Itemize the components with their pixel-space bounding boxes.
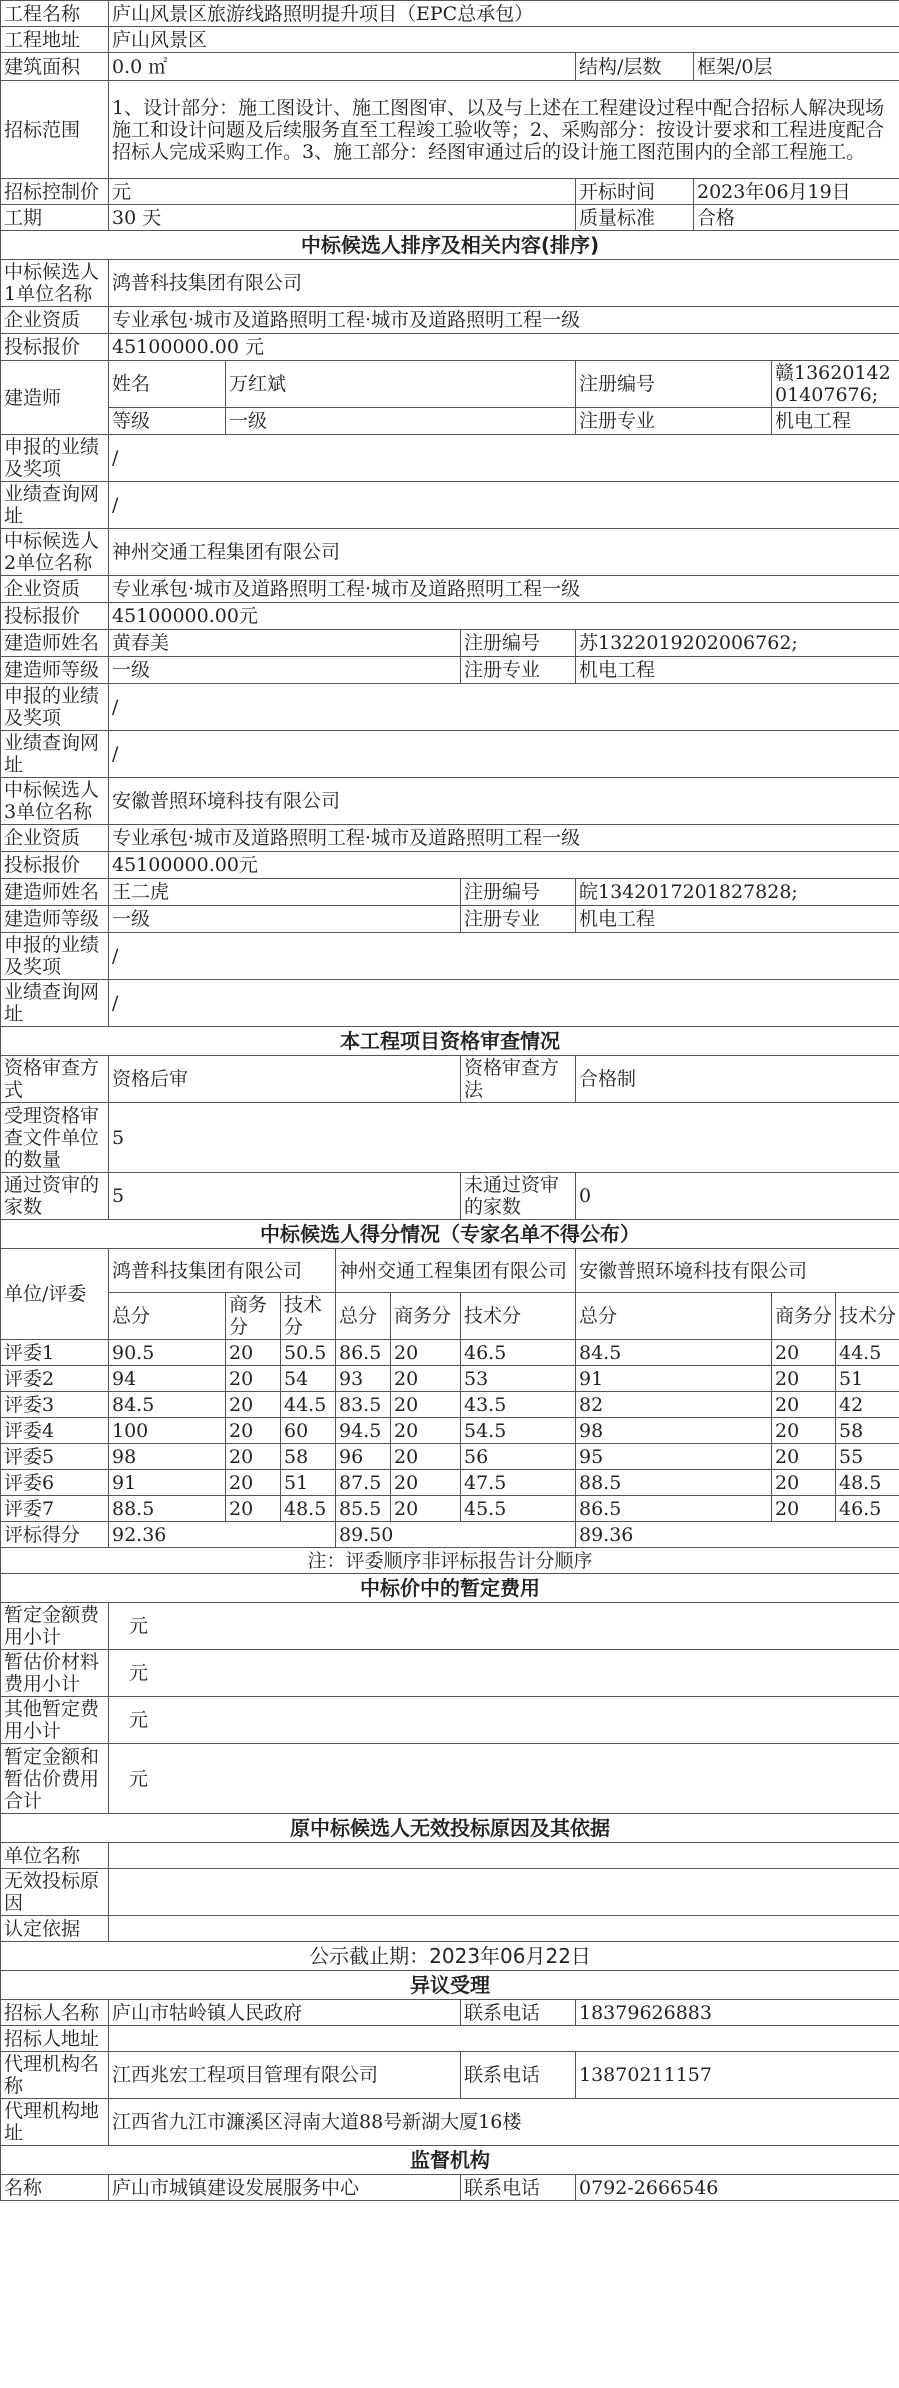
score-cell: 98 — [109, 1444, 226, 1470]
candidate2-qual-label: 企业资质 — [1, 576, 109, 603]
scores-company-3: 安徽普照环境科技有限公司 — [576, 1249, 899, 1293]
candidate3-price-label: 投标报价 — [1, 852, 109, 879]
qual-method-label: 资格审查方式 — [1, 1056, 109, 1103]
score-cell: 20 — [226, 1470, 281, 1496]
candidate2-price: 45100000.00元 — [109, 603, 899, 630]
score-cell: 84.5 — [576, 1340, 772, 1366]
tenderer-addr-label: 招标人地址 — [1, 2026, 109, 2052]
score-cell: 20 — [391, 1444, 461, 1470]
tenderer-label: 招标人名称 — [1, 2000, 109, 2026]
score-row-label: 评委3 — [1, 1392, 109, 1418]
agency-addr: 江西省九江市濂溪区浔南大道88号新湖大厦16楼 — [109, 2099, 899, 2146]
qual-approach-label: 资格审查方法 — [461, 1056, 576, 1103]
candidate3-regno: 皖1342017201827828; — [576, 879, 899, 906]
project-name: 庐山风景区旅游线路照明提升项目（EPC总承包） — [109, 1, 899, 27]
supervision-section-title: 监督机构 — [1, 2146, 899, 2175]
invalid-basis-value — [109, 1916, 899, 1942]
candidate3-grade: 一级 — [109, 906, 461, 933]
score-cell: 60 — [281, 1418, 336, 1444]
candidate3-regno-label: 注册编号 — [461, 879, 576, 906]
score-row-label: 评委6 — [1, 1470, 109, 1496]
score-cell: 20 — [772, 1444, 836, 1470]
period-value: 30 天 — [109, 205, 576, 231]
candidate2-name-label: 中标候选人2单位名称 — [1, 529, 109, 576]
candidate1-price-label: 投标报价 — [1, 334, 109, 361]
tenderer-phone: 18379626883 — [576, 2000, 899, 2026]
candidate2-price-label: 投标报价 — [1, 603, 109, 630]
project-location-label: 工程地址 — [1, 27, 109, 53]
col-tech: 技术分 — [281, 1293, 336, 1340]
score-cell: 58 — [836, 1418, 899, 1444]
tenderer-phone-label: 联系电话 — [461, 2000, 576, 2026]
candidate3-url-label: 业绩查询网址 — [1, 980, 109, 1027]
qual-method: 资格后审 — [109, 1056, 461, 1103]
candidate1-grade-label: 等级 — [109, 408, 226, 435]
candidate1-name-label: 中标候选人1单位名称 — [1, 260, 109, 307]
provisional-label-1: 暂定金额费用小计 — [1, 1603, 109, 1650]
candidate2-url: / — [109, 731, 899, 778]
qual-passed-label: 通过资审的家数 — [1, 1173, 109, 1220]
quality-label: 质量标准 — [576, 205, 694, 231]
score-cell: 47.5 — [461, 1470, 576, 1496]
agency-phone-label: 联系电话 — [461, 2052, 576, 2099]
agency-phone: 13870211157 — [576, 2052, 899, 2099]
score-cell: 87.5 — [336, 1470, 391, 1496]
candidate1-bname-label: 姓名 — [109, 361, 226, 408]
project-name-label: 工程名称 — [1, 1, 109, 27]
candidate3-bname-label: 建造师姓名 — [1, 879, 109, 906]
candidate1-qual: 专业承包·城市及道路照明工程·城市及道路照明工程一级 — [109, 307, 899, 334]
candidate3-url: / — [109, 980, 899, 1027]
score-cell: 82 — [576, 1392, 772, 1418]
candidate1-builder-label: 建造师 — [1, 361, 109, 435]
candidate3-name-label: 中标候选人3单位名称 — [1, 778, 109, 825]
final-score-3: 89.36 — [576, 1522, 899, 1548]
score-row — [1, 1444, 899, 1470]
score-cell: 20 — [391, 1366, 461, 1392]
score-cell: 20 — [226, 1392, 281, 1418]
score-row — [1, 1470, 899, 1496]
col-biz: 商务分 — [226, 1293, 281, 1340]
open-time-label: 开标时间 — [576, 179, 694, 205]
invalid-section-title: 原中标候选人无效投标原因及其依据 — [1, 1814, 899, 1843]
score-cell: 20 — [772, 1366, 836, 1392]
supervision-name: 庐山市城镇建设发展服务中心 — [109, 2175, 461, 2201]
score-cell: 96 — [336, 1444, 391, 1470]
scope-value: 1、设计部分：施工图设计、施工图图审、以及与上述在工程建设过程中配合招标人解决现场施工和设计问题及后续服务直至工程竣工验收等；2、采购部分：按设计要求和工程进度配合招标人完成采购工作。3、施工部分：经图审通过后的设计施工图范围内的全部工程施工。 — [109, 81, 899, 179]
score-cell: 20 — [226, 1496, 281, 1522]
qual-failed: 0 — [576, 1173, 899, 1220]
objection-section-title: 异议受理 — [1, 1971, 899, 2000]
project-location: 庐山风景区 — [109, 27, 899, 53]
candidate2-grade: 一级 — [109, 657, 461, 684]
structure-value: 框架/0层 — [694, 53, 899, 81]
candidate1-regno-label: 注册编号 — [576, 361, 772, 408]
candidate1-major: 机电工程 — [772, 408, 899, 435]
scores-note: 注：评委顺序非评标报告计分顺序 — [1, 1548, 899, 1574]
candidate2-name: 神州交通工程集团有限公司 — [109, 529, 899, 576]
qual-approach: 合格制 — [576, 1056, 899, 1103]
col-total: 总分 — [109, 1293, 226, 1340]
score-cell: 20 — [772, 1418, 836, 1444]
candidate1-url-label: 业绩查询网址 — [1, 482, 109, 529]
score-cell: 44.5 — [281, 1392, 336, 1418]
candidate3-perf: / — [109, 933, 899, 980]
structure-label: 结构/层数 — [576, 53, 694, 81]
scores-section-title: 中标候选人得分情况（专家名单不得公布） — [1, 1220, 899, 1249]
score-row-label: 评委4 — [1, 1418, 109, 1444]
area-value: 0.0 ㎡ — [109, 53, 576, 81]
score-cell: 94 — [109, 1366, 226, 1392]
candidate1-name: 鸿普科技集团有限公司 — [109, 260, 899, 307]
supervision-name-label: 名称 — [1, 2175, 109, 2201]
score-cell: 100 — [109, 1418, 226, 1444]
score-cell: 53 — [461, 1366, 576, 1392]
candidate2-bname: 黄春美 — [109, 630, 461, 657]
score-cell: 46.5 — [836, 1496, 899, 1522]
score-cell: 20 — [391, 1392, 461, 1418]
score-cell: 56 — [461, 1444, 576, 1470]
candidate3-bname: 王二虎 — [109, 879, 461, 906]
score-cell: 54.5 — [461, 1418, 576, 1444]
candidate1-perf-label: 申报的业绩及奖项 — [1, 435, 109, 482]
score-cell: 84.5 — [109, 1392, 226, 1418]
candidate1-price: 45100000.00 元 — [109, 334, 899, 361]
score-cell: 51 — [281, 1470, 336, 1496]
deadline: 公示截止期：2023年06月22日 — [1, 1942, 899, 1971]
score-row-label: 评委1 — [1, 1340, 109, 1366]
candidate1-perf: / — [109, 435, 899, 482]
col-biz: 商务分 — [772, 1293, 836, 1340]
agency-label: 代理机构名称 — [1, 2052, 109, 2099]
score-cell: 86.5 — [336, 1340, 391, 1366]
score-cell: 50.5 — [281, 1340, 336, 1366]
score-row — [1, 1496, 899, 1522]
candidate1-url: / — [109, 482, 899, 529]
col-biz: 商务分 — [391, 1293, 461, 1340]
scores-company-1: 鸿普科技集团有限公司 — [109, 1249, 336, 1293]
score-cell: 42 — [836, 1392, 899, 1418]
candidate2-bname-label: 建造师姓名 — [1, 630, 109, 657]
score-cell: 54 — [281, 1366, 336, 1392]
col-tech: 技术分 — [461, 1293, 576, 1340]
provisional-value-4: 元 — [109, 1744, 899, 1814]
candidate2-regno-label: 注册编号 — [461, 630, 576, 657]
candidate2-qual: 专业承包·城市及道路照明工程·城市及道路照明工程一级 — [109, 576, 899, 603]
score-cell: 86.5 — [576, 1496, 772, 1522]
score-cell: 55 — [836, 1444, 899, 1470]
candidate2-major-label: 注册专业 — [461, 657, 576, 684]
score-cell: 20 — [226, 1418, 281, 1444]
score-cell: 20 — [226, 1340, 281, 1366]
final-score-1: 92.36 — [109, 1522, 336, 1548]
invalid-basis-label: 认定依据 — [1, 1916, 109, 1942]
score-cell: 20 — [391, 1340, 461, 1366]
score-cell: 20 — [772, 1470, 836, 1496]
score-row — [1, 1418, 899, 1444]
candidate2-grade-label: 建造师等级 — [1, 657, 109, 684]
provisional-section-title: 中标价中的暂定费用 — [1, 1574, 899, 1603]
score-cell: 98 — [576, 1418, 772, 1444]
candidate2-url-label: 业绩查询网址 — [1, 731, 109, 778]
score-cell: 88.5 — [109, 1496, 226, 1522]
score-row — [1, 1392, 899, 1418]
score-cell: 20 — [772, 1496, 836, 1522]
candidate1-grade: 一级 — [226, 408, 576, 435]
open-time-value: 2023年06月19日 — [694, 179, 899, 205]
score-row — [1, 1366, 899, 1392]
score-cell: 91 — [576, 1366, 772, 1392]
invalid-reason-label: 无效投标原因 — [1, 1869, 109, 1916]
score-cell: 90.5 — [109, 1340, 226, 1366]
score-cell: 58 — [281, 1444, 336, 1470]
candidate3-price: 45100000.00元 — [109, 852, 899, 879]
agency-addr-label: 代理机构地址 — [1, 2099, 109, 2146]
score-cell: 20 — [226, 1366, 281, 1392]
provisional-value-2: 元 — [109, 1650, 899, 1697]
score-cell: 20 — [391, 1496, 461, 1522]
score-cell: 45.5 — [461, 1496, 576, 1522]
score-row-label: 评委7 — [1, 1496, 109, 1522]
score-cell: 20 — [772, 1392, 836, 1418]
invalid-unit-label: 单位名称 — [1, 1843, 109, 1869]
score-cell: 95 — [576, 1444, 772, 1470]
invalid-unit-value — [109, 1843, 899, 1869]
candidate1-qual-label: 企业资质 — [1, 307, 109, 334]
score-cell: 51 — [836, 1366, 899, 1392]
score-cell: 91 — [109, 1470, 226, 1496]
qual-failed-label: 未通过资审的家数 — [461, 1173, 576, 1220]
qualification-section-title: 本工程项目资格审查情况 — [1, 1027, 899, 1056]
scope-label: 招标范围 — [1, 81, 109, 179]
control-price-label: 招标控制价 — [1, 179, 109, 205]
score-row-label: 评委5 — [1, 1444, 109, 1470]
col-tech: 技术分 — [836, 1293, 899, 1340]
score-row-label: 评委2 — [1, 1366, 109, 1392]
candidate3-qual: 专业承包·城市及道路照明工程·城市及道路照明工程一级 — [109, 825, 899, 852]
supervision-phone-label: 联系电话 — [461, 2175, 576, 2201]
provisional-label-2: 暂估价材料费用小计 — [1, 1650, 109, 1697]
area-label: 建筑面积 — [1, 53, 109, 81]
candidate1-regno: 赣1362014201407676; — [772, 361, 899, 408]
candidate1-major-label: 注册专业 — [576, 408, 772, 435]
supervision-phone: 0792-2666546 — [576, 2175, 899, 2201]
tenderer-addr — [109, 2026, 899, 2052]
score-cell: 46.5 — [461, 1340, 576, 1366]
candidate3-major: 机电工程 — [576, 906, 899, 933]
tenderer-name: 庐山市牯岭镇人民政府 — [109, 2000, 461, 2026]
score-cell: 20 — [772, 1340, 836, 1366]
col-total: 总分 — [336, 1293, 391, 1340]
provisional-label-4: 暂定金额和暂估价费用合计 — [1, 1744, 109, 1814]
candidate3-major-label: 注册专业 — [461, 906, 576, 933]
qual-received: 5 — [109, 1103, 899, 1173]
candidate2-regno: 苏1322019202006762; — [576, 630, 899, 657]
score-row — [1, 1340, 899, 1366]
period-label: 工期 — [1, 205, 109, 231]
score-cell: 44.5 — [836, 1340, 899, 1366]
candidate3-perf-label: 申报的业绩及奖项 — [1, 933, 109, 980]
provisional-label-3: 其他暂定费用小计 — [1, 1697, 109, 1744]
candidate2-major: 机电工程 — [576, 657, 899, 684]
scores-company-2: 神州交通工程集团有限公司 — [336, 1249, 576, 1293]
score-cell: 48.5 — [281, 1496, 336, 1522]
candidate2-perf-label: 申报的业绩及奖项 — [1, 684, 109, 731]
ranking-section-title: 中标候选人排序及相关内容(排序) — [1, 231, 899, 260]
score-cell: 85.5 — [336, 1496, 391, 1522]
candidate1-bname: 万红斌 — [226, 361, 576, 408]
agency-name: 江西兆宏工程项目管理有限公司 — [109, 2052, 461, 2099]
candidate3-qual-label: 企业资质 — [1, 825, 109, 852]
col-total: 总分 — [576, 1293, 772, 1340]
final-score-label: 评标得分 — [1, 1522, 109, 1548]
score-cell: 48.5 — [836, 1470, 899, 1496]
score-cell: 93 — [336, 1366, 391, 1392]
score-cell: 20 — [226, 1444, 281, 1470]
candidate3-grade-label: 建造师等级 — [1, 906, 109, 933]
provisional-value-3: 元 — [109, 1697, 899, 1744]
scores-unit-label: 单位/评委 — [1, 1249, 109, 1340]
qual-passed: 5 — [109, 1173, 461, 1220]
final-score-2: 89.50 — [336, 1522, 576, 1548]
invalid-reason-value — [109, 1869, 899, 1916]
quality-value: 合格 — [694, 205, 899, 231]
score-cell: 94.5 — [336, 1418, 391, 1444]
score-cell: 20 — [391, 1470, 461, 1496]
score-cell: 43.5 — [461, 1392, 576, 1418]
score-cell: 88.5 — [576, 1470, 772, 1496]
provisional-value-1: 元 — [109, 1603, 899, 1650]
score-cell: 20 — [391, 1418, 461, 1444]
candidate3-name: 安徽普照环境科技有限公司 — [109, 778, 899, 825]
control-price-value: 元 — [109, 179, 576, 205]
qual-received-label: 受理资格审查文件单位的数量 — [1, 1103, 109, 1173]
score-cell: 83.5 — [336, 1392, 391, 1418]
candidate2-perf: / — [109, 684, 899, 731]
